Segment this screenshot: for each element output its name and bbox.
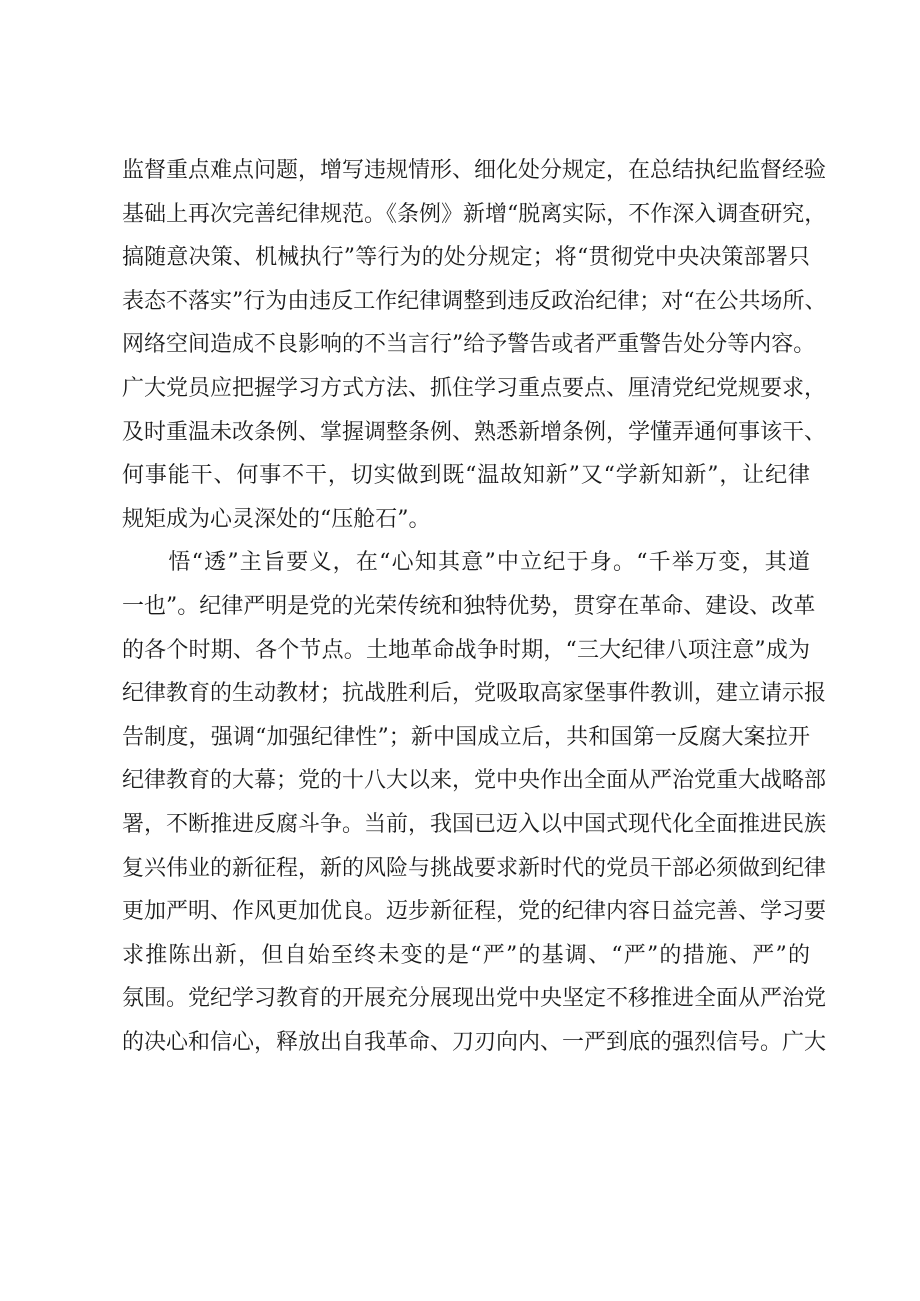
text-line: 署，不断推进反腐斗争。当前，我国已迈入以中国式现代化全面推进民族 xyxy=(122,811,827,837)
text-line: 的决心和信心，释放出自我革命、刀刃向内、一严到底的强烈信号。广大 xyxy=(122,1029,827,1055)
text-line: 纪律教育的大幕；党的十八大以来，党中央作出全面从严治党重大战略部 xyxy=(122,768,827,794)
text-line: 监督重点难点问题，增写违规情形、细化处分规定，在总结执纪监督经验 xyxy=(122,158,827,183)
text-line: 氛围。党纪学习教育的开展充分展现出党中央坚定不移推进全面从严治党 xyxy=(122,986,827,1012)
text-line: 告制度，强调“加强纪律性”；新中国成立后，共和国第一反腐大案拉开 xyxy=(122,724,810,750)
text-line: 复兴伟业的新征程，新的风险与挑战要求新时代的党员干部必须做到纪律 xyxy=(122,855,827,881)
text-line: 的各个时期、各个节点。土地革命战争时期，“三大纪律八项注意”成为 xyxy=(122,637,810,663)
text-line: 及时重温未改条例、掌握调整条例、熟悉新增条例，学懂弄通何事该干、 xyxy=(122,419,827,445)
text-line: 表态不落实”行为由违反工作纪律调整到违反政治纪律；对“在公共场所、 xyxy=(122,288,827,314)
text-line: 搞随意决策、机械执行”等行为的处分规定；将“贯彻党中央决策部署只 xyxy=(122,245,810,271)
text-line: 何事能干、何事不干，切实做到既“温故知新”又“学新知新”，让纪律 xyxy=(122,463,810,489)
text-line: 一也”。纪律严明是党的光荣传统和独特优势，贯穿在革命、建设、改革 xyxy=(122,593,816,619)
text-line: 基础上再次完善纪律规范。《条例》新增“脱离实际，不作深入调查研究， xyxy=(122,201,827,227)
text-line: 网络空间造成不良影响的不当言行”给予警告或者严重警告处分等内容。 xyxy=(122,332,816,358)
paragraph-end-line: 规矩成为心灵深处的“压舱石”。 xyxy=(122,506,431,532)
text-line: 求推陈出新，但自始至终未变的是“严”的基调、“严”的措施、严”的 xyxy=(122,942,810,968)
body-text xyxy=(122,149,827,1064)
text-line: 广大党员应把握学习方式方法、抓住学习重点要点、厘清党纪党规要求， xyxy=(122,375,827,401)
text-line: 更加严明、作风更加优良。迈步新征程，党的纪律内容日益完善、学习要 xyxy=(122,899,827,925)
paragraph-start-line: 悟“透”主旨要义，在“心知其意”中立纪于身。“千举万变，其道 xyxy=(122,550,810,576)
text-line: 纪律教育的生动教材；抗战胜利后，党吸取高家堡事件教训，建立请示报 xyxy=(122,681,827,707)
